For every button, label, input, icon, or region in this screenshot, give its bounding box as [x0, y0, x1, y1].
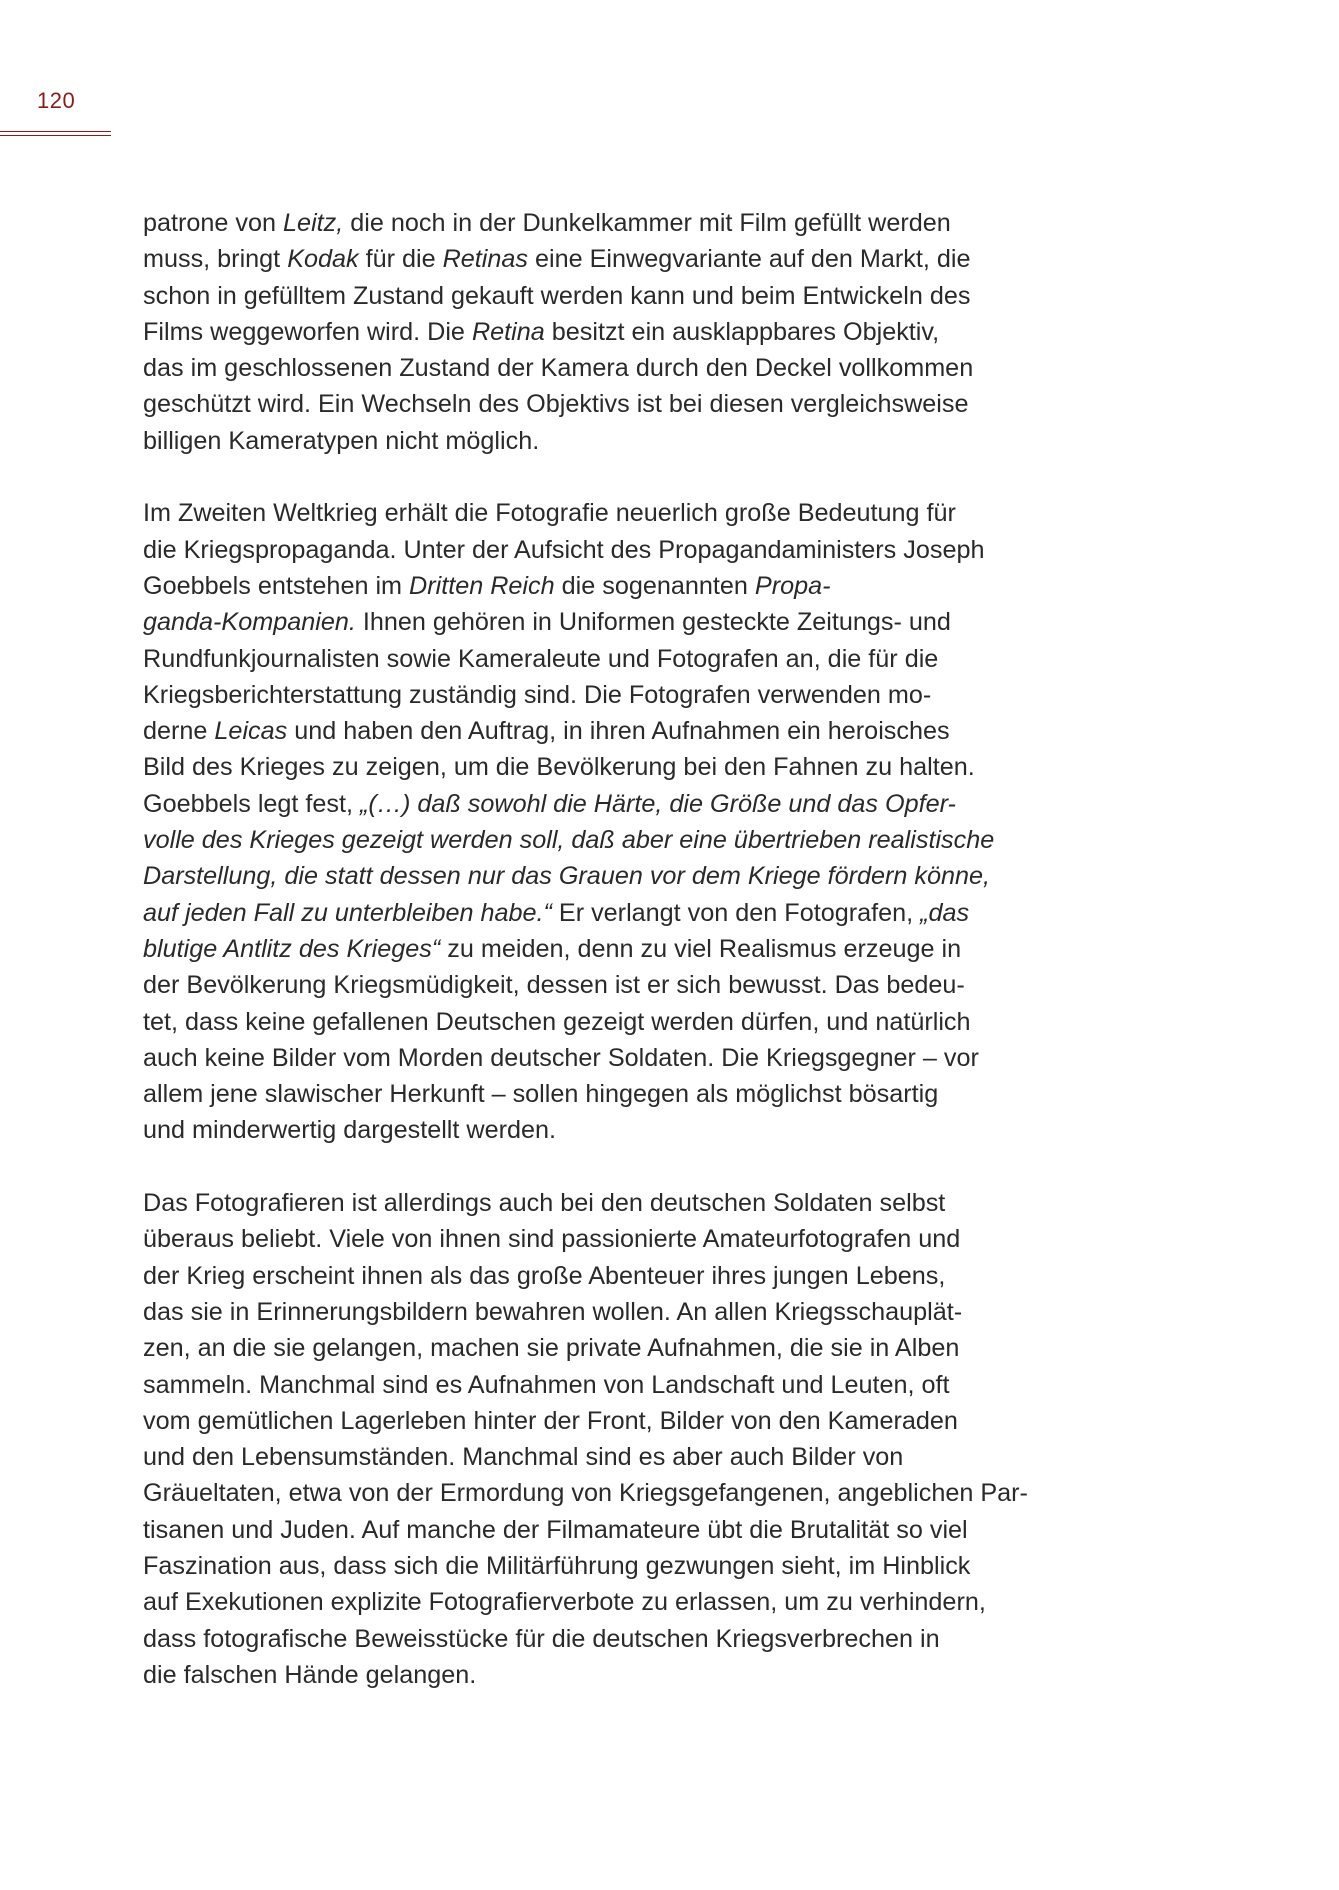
- text-run: derne: [143, 717, 215, 746]
- text-line: [143, 1548, 1043, 1584]
- italic-text: Retinas: [442, 245, 529, 274]
- text-run: die falschen Hände gelangen.: [143, 1660, 477, 1689]
- body-text: [143, 205, 1043, 1693]
- text-run: das im geschlossenen Zustand der Kamera durch den Deckel vollkommen: [143, 354, 974, 383]
- paragraph: [143, 495, 1043, 1148]
- text-line: [143, 1112, 1043, 1148]
- text-line: [143, 1076, 1043, 1112]
- text-line: [143, 241, 1043, 277]
- text-line: [143, 895, 1043, 931]
- italic-text: ganda-Kompanien.: [143, 608, 356, 637]
- text-line: [143, 1439, 1043, 1475]
- text-line: [143, 967, 1043, 1003]
- text-line: [143, 1004, 1043, 1040]
- text-run: besitzt ein ausklappbares Objektiv,: [544, 317, 940, 346]
- text-run: eine Einwegvariante auf den Markt, die: [528, 245, 971, 274]
- text-run: auch keine Bilder vom Morden deutscher Soldaten. Die Kriegsgegner – vor: [143, 1043, 979, 1072]
- text-run: geschützt wird. Ein Wechseln des Objektivs ist bei diesen vergleichsweise: [143, 390, 969, 419]
- text-line: [143, 1512, 1043, 1548]
- text-line: [143, 1221, 1043, 1257]
- text-run: Im Zweiten Weltkrieg erhält die Fotografie neuerlich große Bedeutung für: [143, 499, 956, 528]
- text-line: [143, 1330, 1043, 1366]
- text-line: [143, 822, 1043, 858]
- text-run: vom gemütlichen Lagerleben hinter der Front, Bilder von den Kameraden: [143, 1406, 958, 1435]
- page-number: 120: [37, 88, 76, 113]
- text-run: die noch in der Dunkelkammer mit Film gefüllt werden: [343, 209, 951, 237]
- text-run: überaus beliebt. Viele von ihnen sind passionierte Amateurfotografen und: [143, 1225, 961, 1254]
- text-run: muss, bringt: [143, 245, 288, 274]
- text-line: [143, 604, 1043, 640]
- text-line: [143, 205, 1043, 241]
- header-rule-bottom: [0, 135, 111, 136]
- paragraph: [143, 1185, 1043, 1693]
- text-line: [143, 350, 1043, 386]
- text-run: und minderwertig dargestellt werden.: [143, 1116, 557, 1145]
- italic-text: auf jeden Fall zu unterbleiben habe.“: [143, 898, 552, 927]
- text-run: Er verlangt von den Fotografen,: [551, 898, 921, 927]
- italic-text: volle des Krieges gezeigt werden soll, daß aber eine übertrieben realistische: [143, 826, 995, 855]
- text-run: zu meiden, denn zu viel Realismus erzeuge in: [440, 934, 962, 963]
- text-line: [143, 386, 1043, 422]
- text-run: der Krieg erscheint ihnen als das große Abenteuer ihres jungen Lebens,: [143, 1261, 946, 1290]
- header-rule-top: [0, 131, 111, 132]
- text-line: [143, 568, 1043, 604]
- text-line: [143, 278, 1043, 314]
- text-run: für die: [358, 245, 443, 274]
- text-line: [143, 1584, 1043, 1620]
- italic-text: Kodak: [287, 245, 359, 274]
- text-run: Rundfunkjournalisten sowie Kameraleute und Fotografen an, die für die: [143, 644, 939, 673]
- text-line: [143, 423, 1043, 459]
- text-line: [143, 1657, 1043, 1693]
- italic-text: Dritten Reich: [409, 571, 555, 600]
- text-run: die Kriegspropaganda. Unter der Aufsicht des Propagandaministers Joseph: [143, 535, 985, 564]
- text-run: sammeln. Manchmal sind es Aufnahmen von Landschaft und Leuten, oft: [143, 1370, 950, 1399]
- text-run: dass fotografische Beweisstücke für die deutschen Kriegsverbrechen in: [143, 1624, 940, 1653]
- text-run: schon in gefülltem Zustand gekauft werden kann und beim Entwickeln des: [143, 281, 971, 310]
- text-line: [143, 1475, 1043, 1511]
- italic-text: „(…) daß sowohl die Härte, die Größe und das Opfer-: [360, 789, 956, 818]
- italic-text: blutige Antlitz des Krieges“: [143, 934, 441, 963]
- italic-text: Darstellung, die statt dessen nur das Grauen vor dem Kriege fördern könne,: [143, 862, 991, 891]
- italic-text: Leitz,: [283, 209, 344, 237]
- italic-text: Propa-: [754, 571, 831, 600]
- text-run: zen, an die sie gelangen, machen sie private Aufnahmen, die sie in Alben: [143, 1334, 960, 1363]
- text-run: und haben den Auftrag, in ihren Aufnahmen ein heroisches: [287, 717, 950, 746]
- paragraph: [143, 205, 1043, 459]
- text-line: [143, 677, 1043, 713]
- text-run: die sogenannten: [554, 571, 755, 600]
- text-run: allem jene slawischer Herkunft – sollen hingegen als möglichst bösartig: [143, 1080, 939, 1109]
- text-run: Faszination aus, dass sich die Militärführung gezwungen sieht, im Hinblick: [143, 1551, 971, 1580]
- text-line: [143, 931, 1043, 967]
- text-run: auf Exekutionen explizite Fotografierverbote zu erlassen, um zu verhindern,: [143, 1588, 986, 1617]
- italic-text: Retina: [471, 317, 545, 346]
- text-line: [143, 1258, 1043, 1294]
- text-line: [143, 532, 1043, 568]
- text-run: Goebbels entstehen im: [143, 571, 410, 600]
- text-run: billigen Kameratypen nicht möglich.: [143, 426, 540, 455]
- text-run: patrone von: [143, 209, 284, 237]
- text-line: [143, 641, 1043, 677]
- italic-text: „das: [920, 898, 970, 927]
- text-run: tet, dass keine gefallenen Deutschen gezeigt werden dürfen, und natürlich: [143, 1007, 971, 1036]
- text-run: Das Fotografieren ist allerdings auch bei den deutschen Soldaten selbst: [143, 1189, 946, 1218]
- text-run: Gräueltaten, etwa von der Ermordung von Kriegsgefangenen, angeblichen Par-: [143, 1479, 1028, 1508]
- text-run: tisanen und Juden. Auf manche der Filmamateure übt die Brutalität so viel: [143, 1515, 968, 1544]
- text-run: und den Lebensumständen. Manchmal sind es aber auch Bilder von: [143, 1443, 904, 1472]
- text-line: [143, 1621, 1043, 1657]
- text-run: Kriegsberichterstattung zuständig sind. Die Fotografen verwenden mo-: [143, 680, 932, 709]
- text-line: [143, 1403, 1043, 1439]
- text-line: [143, 1185, 1043, 1221]
- text-line: [143, 713, 1043, 749]
- text-run: der Bevölkerung Kriegsmüdigkeit, dessen ist er sich bewusst. Das bedeu-: [143, 971, 965, 1000]
- text-run: das sie in Erinnerungsbildern bewahren wollen. An allen Kriegsschauplät-: [143, 1297, 963, 1326]
- text-line: [143, 858, 1043, 894]
- text-run: Films weggeworfen wird. Die: [143, 317, 472, 346]
- text-line: [143, 749, 1043, 785]
- text-line: [143, 314, 1043, 350]
- text-line: [143, 786, 1043, 822]
- text-line: [143, 495, 1043, 531]
- text-line: [143, 1367, 1043, 1403]
- italic-text: Leicas: [214, 717, 288, 746]
- text-run: Bild des Krieges zu zeigen, um die Bevölkerung bei den Fahnen zu halten.: [143, 753, 975, 782]
- text-run: Goebbels legt fest,: [143, 789, 361, 818]
- text-line: [143, 1294, 1043, 1330]
- text-line: [143, 1040, 1043, 1076]
- text-run: Ihnen gehören in Uniformen gesteckte Zeitungs- und: [355, 608, 951, 637]
